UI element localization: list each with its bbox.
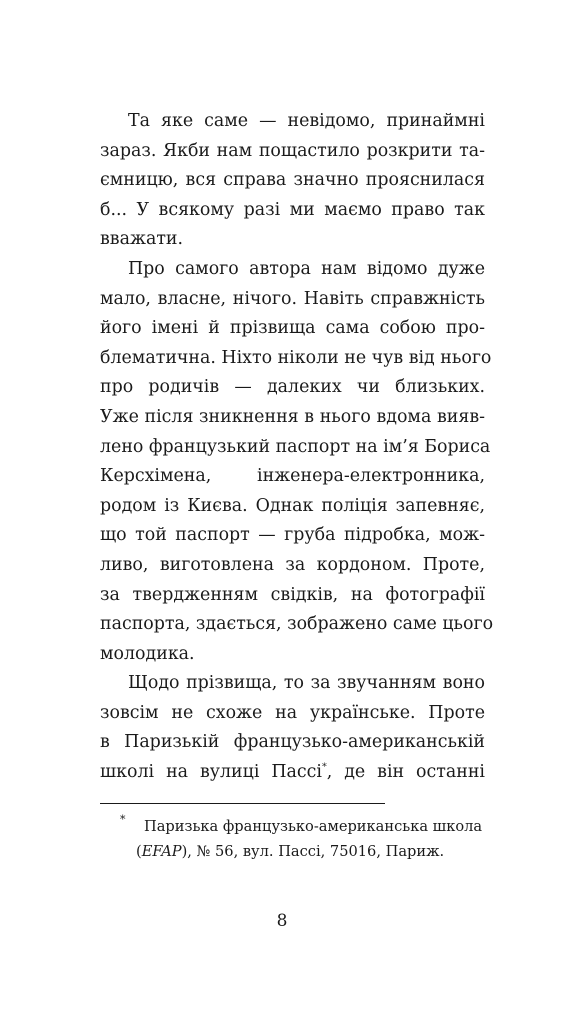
footnote-marker: * — [120, 813, 126, 826]
text-line: Про самого автора нам відомо дуже — [128, 258, 485, 279]
text-line: б... У всякому разі ми маємо право так — [100, 199, 485, 220]
body-text — [100, 107, 494, 788]
text-line: Керсхімена, інженера-електронника, — [100, 466, 485, 487]
text-line: за твердженням свідків, на фотографії — [100, 584, 485, 605]
text-line: лено французький паспорт на ім’я Бориса — [100, 436, 491, 457]
paragraph — [100, 669, 485, 787]
footnote — [100, 815, 485, 864]
text-line: мало, власне, нічого. Навіть справжність — [100, 288, 485, 309]
text-segment: , де він останні — [326, 762, 485, 783]
text-line: молодика. — [100, 643, 195, 664]
text-line: Та яке саме — невідомо, принаймні — [128, 111, 485, 131]
text-line: блематична. Ніхто ніколи не чув від нього — [100, 347, 492, 368]
text-line: в Паризькій французько-американській — [100, 732, 485, 753]
paragraph — [100, 255, 494, 669]
text-line: Щодо прізвища, то за звучанням воно — [128, 673, 485, 694]
text-line: родом із Києва. Однак поліція запевняє, — [100, 495, 485, 516]
text-segment: ), № 56, вул. Пассі, 75016, Париж. — [181, 842, 445, 860]
text-line: вважати. — [100, 229, 184, 250]
footnote-reference: * — [321, 761, 327, 773]
paragraph — [100, 107, 485, 255]
text-line: зараз. Якби нам пощастило розкрити та- — [100, 140, 485, 161]
text-segment: ( — [136, 842, 142, 860]
page-number: 8 — [276, 911, 288, 931]
footnote-separator — [100, 803, 385, 804]
text-line: що той паспорт — груба підробка, мож- — [100, 525, 485, 546]
text-line: паспорта, здається, зображено саме цього — [100, 614, 494, 635]
text-line: ливо, виготовлена за кордоном. Проте, — [100, 554, 485, 575]
text-line — [100, 758, 485, 788]
footnote-line — [100, 840, 485, 865]
text-line: його імені й прізвища сама собою про- — [100, 318, 485, 339]
text-line: про родичів — далеких чи близьких. — [100, 377, 485, 398]
footnote-line: Паризька французько-американська школа — [144, 818, 483, 835]
footnote-abbreviation: EFAP — [141, 842, 182, 860]
text-line: ємницю, вся справа значно прояснилася — [100, 170, 485, 191]
text-segment: школі на вулиці Пассі — [100, 762, 322, 783]
text-line: зовсім не схоже на українське. Проте — [100, 702, 485, 723]
text-line: Уже після зникнення в нього вдома вияв- — [100, 406, 485, 427]
